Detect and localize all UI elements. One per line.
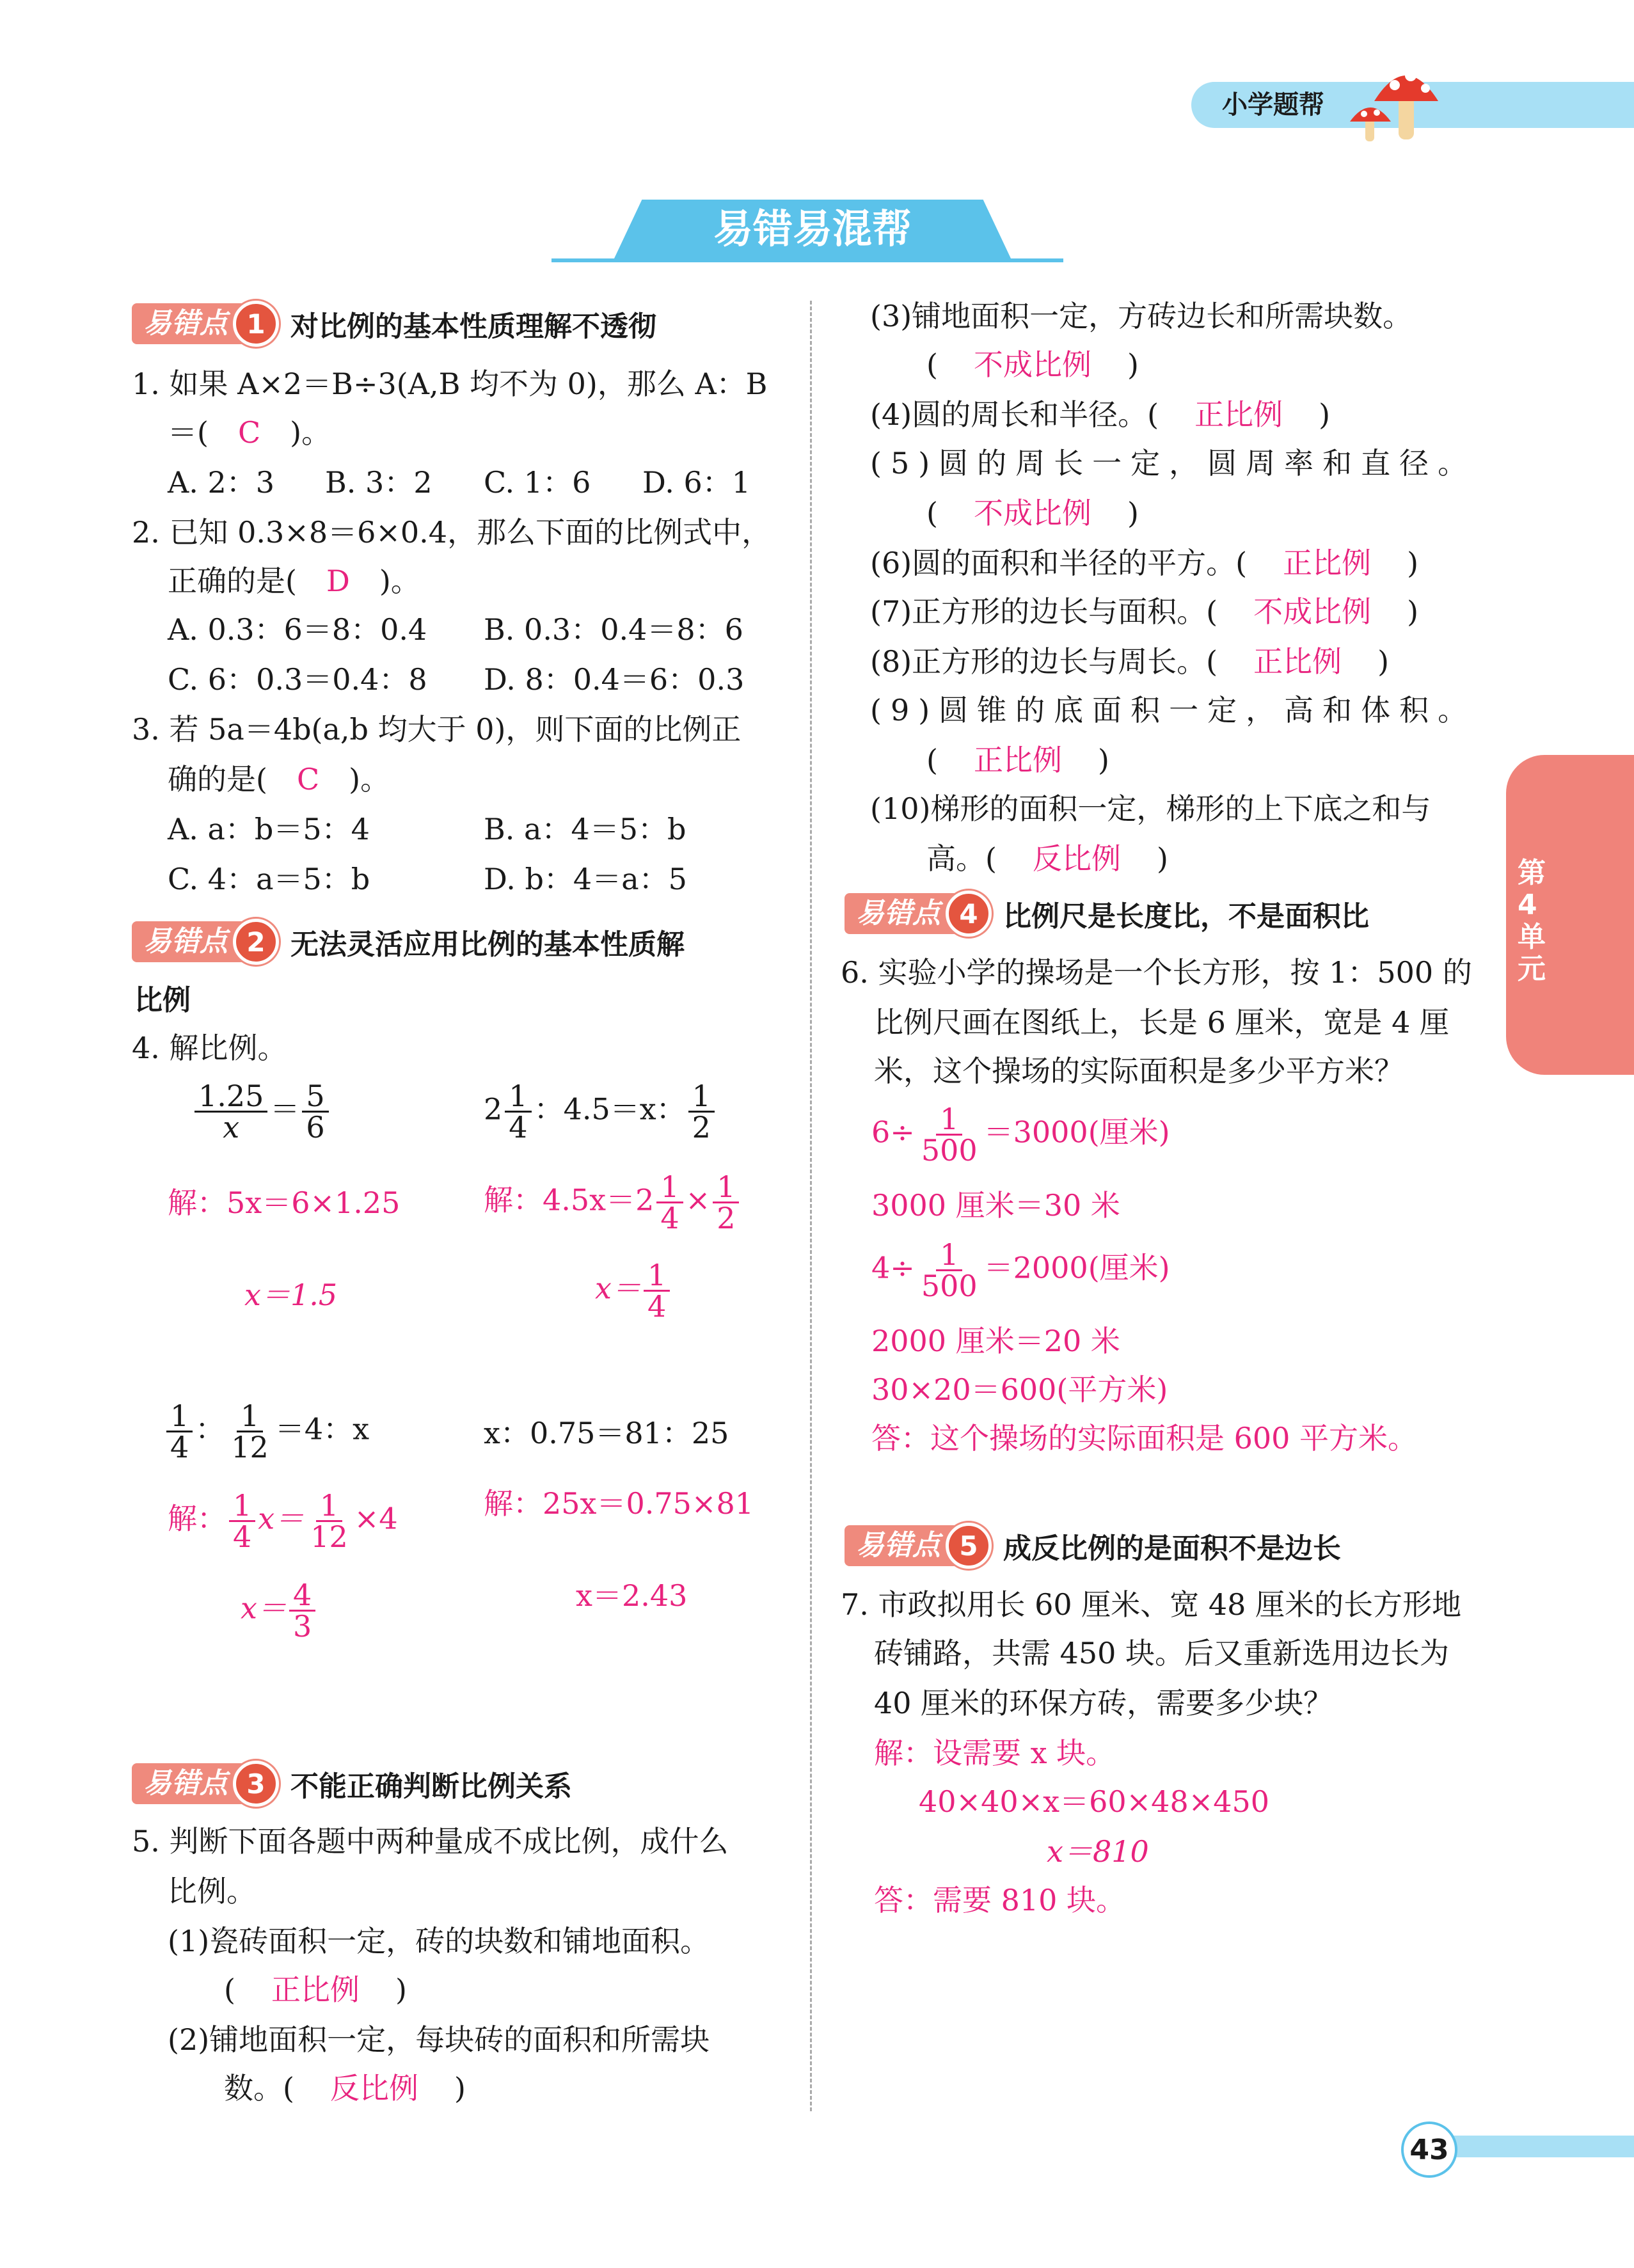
page-number-badge xyxy=(1401,2121,1457,2178)
q5-item-4: (4)圆的周长和半径。( 正比例 ) xyxy=(870,397,1331,432)
error-point-4 xyxy=(845,891,1369,937)
q5-item-10-answer: 反比例 xyxy=(1032,841,1121,876)
q5-item-1: (1)瓷砖面积一定，砖的块数和铺地面积。 xyxy=(168,1924,710,1958)
q1-option-c: C. 1：6 xyxy=(484,465,591,500)
q5-stem-line1: 5. 判断下面各题中两种量成不成比例，成什么 xyxy=(132,1824,729,1859)
q1-answer: C xyxy=(237,415,261,450)
q6-solution-line1: 6÷ $\frac{1}{500}$ ＝3000(厘米) xyxy=(871,1102,1170,1168)
q6-stem-line1: 6. 实验小学的操场是一个长方形，按 1：500 的 xyxy=(841,955,1472,990)
error-point-title: 比例尺是长度比，不是面积比 xyxy=(1003,900,1369,933)
error-point-5 xyxy=(845,1523,1341,1569)
q5-item-5-answer-line: ( 不成比例 ) xyxy=(926,496,1139,530)
q3-stem-line2: 确的是( C )。 xyxy=(168,762,390,797)
q7-stem-line3: 40 厘米的环保方砖，需要多少块？ xyxy=(874,1686,1333,1720)
q7-stem-line2: 砖铺路，共需 450 块。后又重新选用边长为 xyxy=(874,1636,1450,1670)
q2-stem-line1: 2. 已知 0.3×8＝6×0.4，那么下面的比例式中， xyxy=(132,515,772,550)
q7-solution-line1: 解：设需要 x 块。 xyxy=(874,1736,1116,1770)
q3-option-a: A. a：b＝5：4 xyxy=(168,812,370,846)
q5-item-2-answer: 反比例 xyxy=(329,2071,418,2105)
error-point-1 xyxy=(132,301,656,347)
q6-solution-line4: 2000 厘米＝20 米 xyxy=(871,1324,1120,1358)
q5-item-6-answer: 正比例 xyxy=(1283,546,1372,580)
q3-option-c: C. 4：a＝5：b xyxy=(168,862,370,896)
q3-stem-line1: 3. 若 5a＝4b(a,b 均大于 0)，则下面的比例正 xyxy=(132,712,742,747)
banner-title: 易错易混帮 xyxy=(713,205,912,252)
error-point-number: 1 xyxy=(233,301,279,347)
q1-option-b: B. 3：2 xyxy=(325,465,432,500)
q4-p4-solution: 解：25x＝0.75×81 xyxy=(484,1486,754,1521)
q5-item-6: (6)圆的面积和半径的平方。( 正比例 ) xyxy=(870,546,1419,580)
footer-bar xyxy=(1451,2136,1634,2157)
error-point-label: 易错点 xyxy=(132,921,242,962)
banner-underline xyxy=(551,258,1063,262)
q2-stem-line2: 正确的是( D )。 xyxy=(168,564,420,598)
q5-item-4-answer: 正比例 xyxy=(1194,397,1283,432)
q7-solution-line3: x＝810 xyxy=(1047,1834,1149,1869)
q5-item-2: (2)铺地面积一定，每块砖的面积和所需块 xyxy=(168,2022,710,2057)
q5-item-3-answer: 不成比例 xyxy=(973,347,1091,382)
q2-option-a: A. 0.3：6＝8：0.4 xyxy=(168,612,427,647)
q4-p4-result: x＝2.43 xyxy=(576,1578,688,1613)
q4-problem1: $\frac{1.25}{x}$ ＝ $\frac{5}{6}$ xyxy=(192,1081,331,1142)
q6-answer: 答：这个操场的实际面积是 600 平方米。 xyxy=(871,1421,1418,1455)
q6-stem-line3: 米，这个操场的实际面积是多少平方米？ xyxy=(874,1054,1404,1088)
error-point-title: 无法灵活应用比例的基本性质解 xyxy=(290,928,685,961)
error-point-label: 易错点 xyxy=(845,893,955,934)
q3-option-d: D. b：4＝a：5 xyxy=(484,862,687,896)
q4-p1-result: x＝1.5 xyxy=(244,1278,338,1312)
q6-solution-line3: 4÷ $\frac{1}{500}$ ＝2000(厘米) xyxy=(871,1237,1170,1303)
q5-stem-line2: 比例。 xyxy=(168,1874,256,1908)
q2-option-d: D. 8：0.4＝6：0.3 xyxy=(484,662,745,697)
error-point-title: 对比例的基本性质理解不透彻 xyxy=(290,310,656,343)
q6-solution-line2: 3000 厘米＝30 米 xyxy=(871,1188,1120,1223)
q5-item-2-answer-line: 数。( 反比例 ) xyxy=(224,2071,466,2105)
q2-option-b: B. 0.3：0.4＝8：6 xyxy=(484,612,743,647)
error-point-number: 4 xyxy=(946,891,992,937)
q5-item-5-answer: 不成比例 xyxy=(973,496,1091,530)
q7-answer: 答：需要 810 块。 xyxy=(874,1883,1126,1917)
q5-item-3: (3)铺地面积一定，方砖边长和所需块数。 xyxy=(870,299,1413,333)
error-point-label: 易错点 xyxy=(132,303,242,344)
q5-item-1-answer: 正比例 xyxy=(271,1972,360,2007)
q5-item-9-answer-line: ( 正比例 ) xyxy=(926,743,1109,777)
q4-problem3: $\frac{1}{4}$ ： $\frac{1}{12}$ ＝4：x xyxy=(164,1401,369,1462)
error-point-2-title-cont: 比例 xyxy=(134,984,191,1017)
error-point-title: 不能正确判断比例关系 xyxy=(290,1770,572,1803)
q7-solution-line2: 40×40×x＝60×48×450 xyxy=(919,1784,1270,1819)
q5-item-3-answer-line: ( 不成比例 ) xyxy=(926,347,1139,382)
q5-item-10-answer-line: 高。( 反比例 ) xyxy=(926,841,1168,876)
q4-p1-solution: 解：5x＝6×1.25 xyxy=(168,1186,401,1220)
error-point-number: 5 xyxy=(946,1523,992,1569)
q5-item-7-answer: 不成比例 xyxy=(1253,594,1372,629)
error-point-number: 2 xyxy=(233,919,279,965)
q4-stem: 4. 解比例。 xyxy=(132,1031,287,1065)
q1-option-d: D. 6：1 xyxy=(642,465,751,500)
q5-item-7: (7)正方形的边长与面积。( 不成比例 ) xyxy=(870,594,1419,629)
q4-problem4: x：0.75＝81：25 xyxy=(484,1416,729,1450)
q1-stem-line2: ＝( C )。 xyxy=(168,415,331,450)
q6-stem-line2: 比例尺画在图纸上，长是 6 厘米，宽是 4 厘 xyxy=(874,1005,1450,1040)
error-point-number: 3 xyxy=(233,1761,279,1807)
q7-stem-line1: 7. 市政拟用长 60 厘米、宽 48 厘米的长方形地 xyxy=(841,1587,1462,1622)
q4-p2-result: x＝ $\frac{1}{4}$ xyxy=(595,1260,672,1321)
q4-p2-solution: 解：4.5x＝2 $\frac{1}{4}$ × $\frac{1}{2}$ xyxy=(484,1172,742,1233)
q4-problem2: 2 $\frac{1}{4}$ ：4.5＝x： $\frac{1}{2}$ xyxy=(484,1081,717,1142)
q2-answer: D xyxy=(326,564,350,598)
error-point-title: 成反比例的是面积不是边长 xyxy=(1003,1532,1341,1565)
q4-p3-solution: 解： $\frac{1}{4}$ x＝ $\frac{1}{12}$ ×4 xyxy=(168,1488,398,1554)
q1-stem-line1: 1. 如果 A×2＝B÷3(A,B 均不为 0)，那么 A：B xyxy=(132,367,768,401)
q5-item-5: (5)圆的周长一定，圆周率和直径。 xyxy=(870,446,1477,480)
error-point-3 xyxy=(132,1761,572,1807)
q5-item-10: (10)梯形的面积一定，梯形的上下底之和与 xyxy=(870,791,1431,826)
q5-item-1-answer-line: ( 正比例 ) xyxy=(224,1972,407,2007)
q1-option-a: A. 2：3 xyxy=(168,465,274,500)
q4-p3-result: x＝ $\frac{4}{3}$ xyxy=(241,1580,318,1641)
q5-item-8: (8)正方形的边长与周长。( 正比例 ) xyxy=(870,644,1390,679)
q6-solution-line5: 30×20＝600(平方米) xyxy=(871,1372,1168,1407)
unit-side-tab-label: 第4单元 xyxy=(1518,857,1546,985)
q5-item-9-answer: 正比例 xyxy=(973,743,1062,777)
error-point-2 xyxy=(132,919,685,965)
page-number: 43 xyxy=(1409,2133,1449,2166)
q3-option-b: B. a：4＝5：b xyxy=(484,812,686,846)
column-divider xyxy=(810,301,812,2111)
brand-label: 小学题帮 xyxy=(1222,90,1324,120)
mushroom-icon xyxy=(1344,56,1446,146)
q2-option-c: C. 6：0.3＝0.4：8 xyxy=(168,662,427,697)
error-point-label: 易错点 xyxy=(845,1525,955,1566)
q5-item-9: (9)圆锥的底面积一定，高和体积。 xyxy=(870,693,1477,727)
q5-item-8-answer: 正比例 xyxy=(1253,644,1342,679)
error-point-label: 易错点 xyxy=(132,1763,242,1804)
q3-answer: C xyxy=(296,762,320,797)
